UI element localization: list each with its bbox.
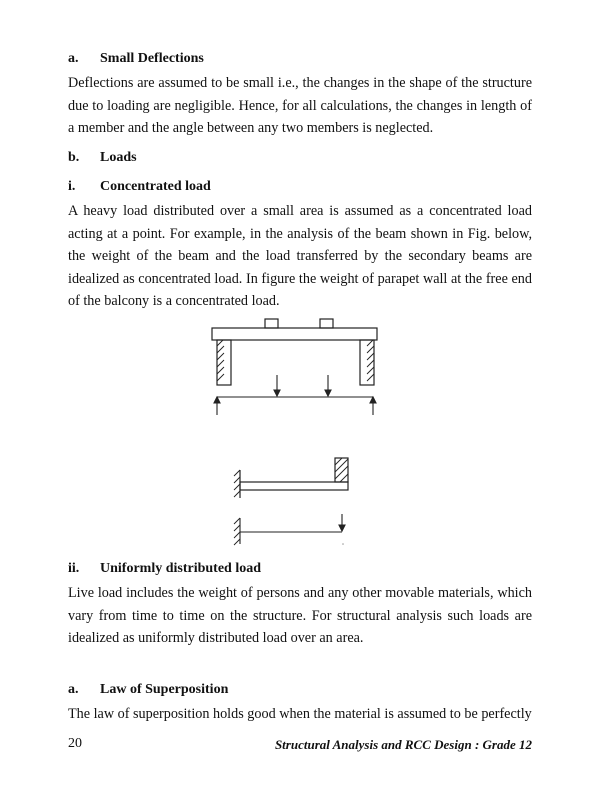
heading-title: Law of Superposition [100, 682, 229, 697]
paragraph-udl: Live load includes the weight of persons and any other movable materials, which vary from time to time on the structure. For structural analysis such loads are idealized as uniformly distributed load over an area. [68, 585, 532, 646]
heading-title: Concentrated load [100, 179, 211, 194]
paragraph-concentrated-load: A heavy load distributed over a small area is assumed as a concentrated load acting at a point. For example, in the analysis of the beam shown in Fig. below, the weight of the beam and the load transferred by the secondary beams are idealized as concentrated load. In figure the weight of parapet wall at the free end of the balcony is a concentrated load. [68, 203, 532, 309]
beam-figure [205, 312, 395, 427]
heading-number: a. [68, 51, 79, 66]
heading-small-deflections [68, 50, 204, 68]
heading-number: ii. [68, 561, 80, 576]
running-footer-title: Structural Analysis and RCC Design : Grade 12 [274, 737, 532, 752]
heading-superposition [68, 681, 228, 699]
page-number: 20 [68, 736, 82, 751]
secondary-beam-right [320, 319, 333, 328]
heading-udl [68, 560, 261, 578]
heading-number: a. [68, 682, 79, 697]
heading-number: b. [68, 150, 80, 165]
balcony-figure [228, 452, 358, 552]
heading-title: Uniformly distributed load [100, 561, 262, 576]
paragraph-small-deflections: Deflections are assumed to be small i.e., the changes in the shape of the structure due to loading are negligible. Hence, for all calculations, the changes in length of a member and the angle between any two members is neglected. [68, 75, 532, 136]
heading-title: Small Deflections [100, 51, 204, 66]
paragraph-superposition: The law of superposition holds good when the material is assumed to be perfectly [68, 706, 532, 722]
cantilever-slab [240, 482, 348, 490]
heading-number: i. [68, 179, 76, 194]
heading-loads [68, 149, 137, 167]
heading-concentrated-load [68, 178, 211, 196]
left-column [217, 340, 231, 385]
main-beam [212, 328, 377, 340]
secondary-beam-left [265, 319, 278, 328]
heading-title: Loads [100, 150, 137, 165]
